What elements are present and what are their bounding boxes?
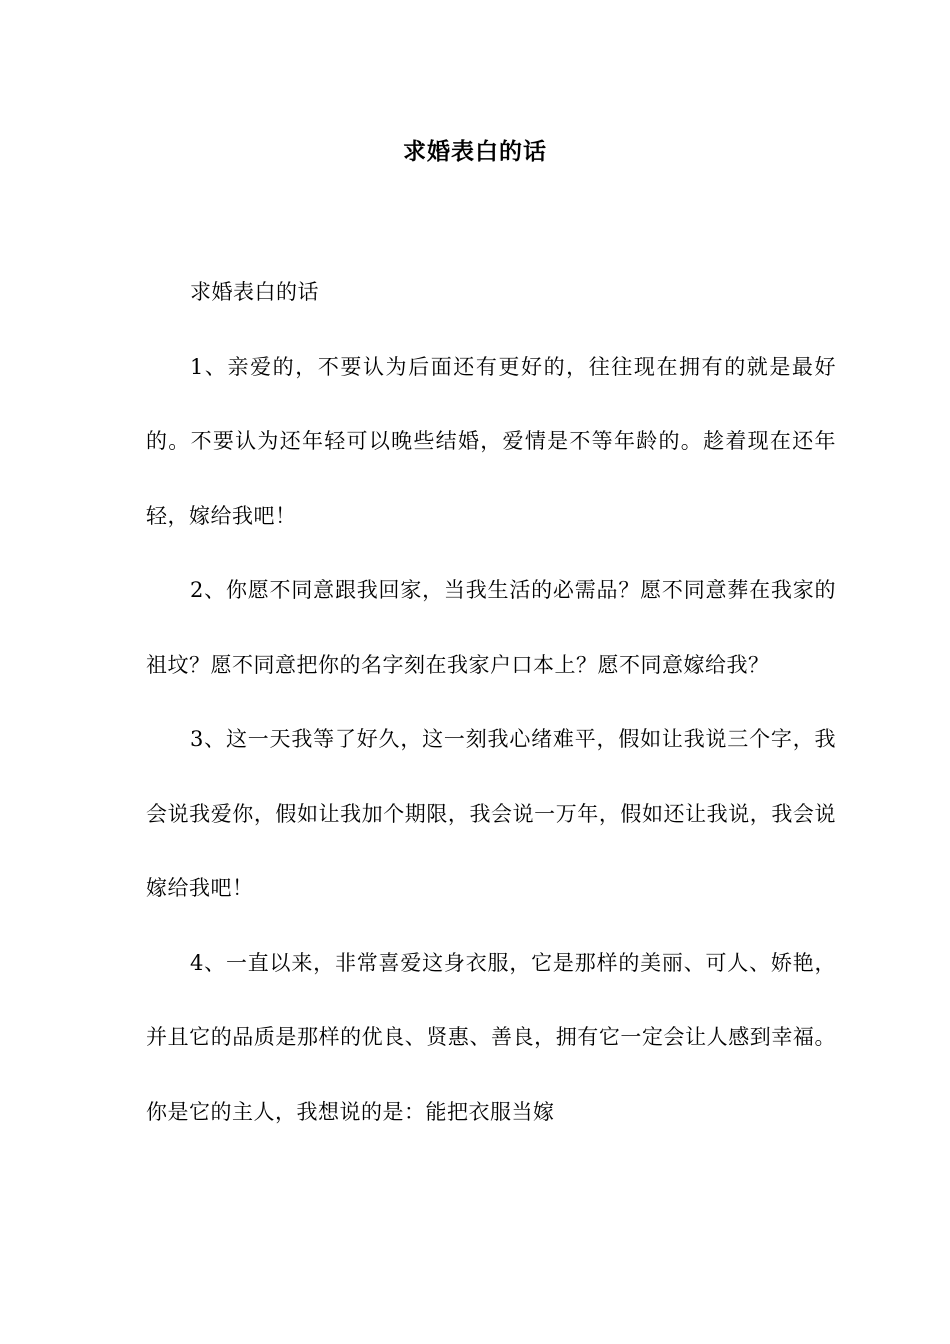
- document-body: [146, 255, 836, 1149]
- intro-heading: 求婚表白的话: [190, 280, 319, 304]
- paragraph-3: 3、这一天我等了好久，这一刻我心绪难平，假如让我说三个字，我会说我爱你，假如让我加个期限，我会说一万年，假如还让我说，我会说嫁给我吧！: [146, 727, 836, 900]
- document-title: 求婚表白的话: [403, 139, 547, 165]
- paragraph-1: 1、亲爱的，不要认为后面还有更好的，往往现在拥有的就是最好的。不要认为还年轻可以晚些结婚，爱情是不等年龄的。趁着现在还年轻，嫁给我吧！: [146, 354, 836, 528]
- paragraph-4: 4、一直以来，非常喜爱这身衣服，它是那样的美丽、可人、娇艳，并且它的品质是那样的优良、贤惠、善良，拥有它一定会让人感到幸福。你是它的主人，我想说的是：能把衣服当嫁: [146, 950, 836, 1124]
- paragraph-2: 2、你愿不同意跟我回家，当我生活的必需品？愿不同意葬在我家的祖坟？愿不同意把你的名字刻在我家户口本上？愿不同意嫁给我？: [146, 578, 836, 677]
